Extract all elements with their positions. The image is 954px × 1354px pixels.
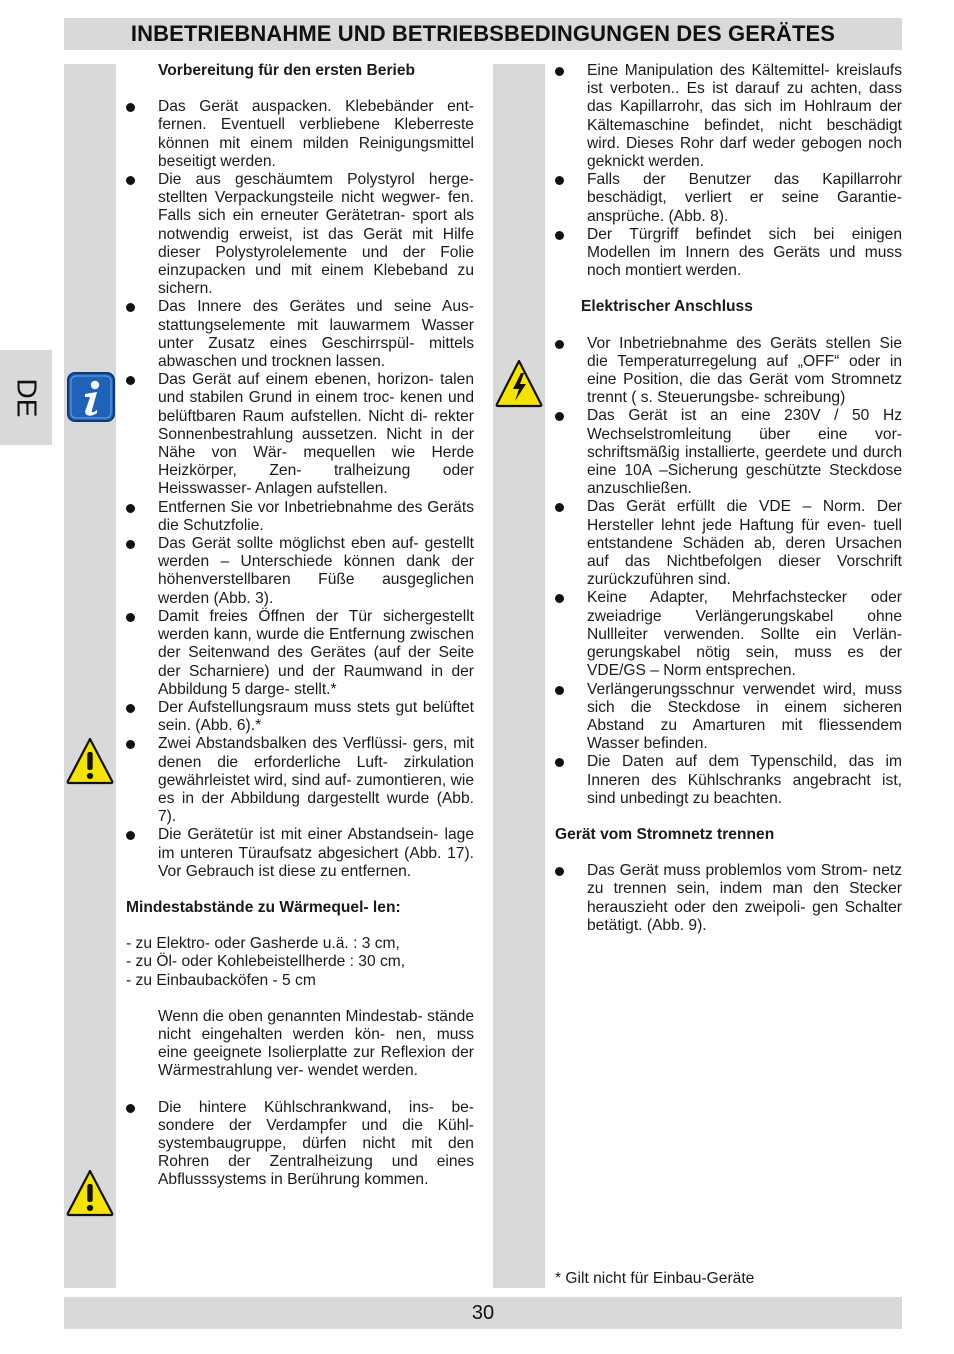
- section-title-disconnect: Gerät vom Stromnetz trennen: [555, 825, 775, 843]
- list-item: Das Gerät erfüllt die VDE – Norm. Der Hersteller lehnt jede Haftung für even- tuell entstandene Schäden ab, deren Ursachen auf das Nichtbefolgen dieser Vorschrift zurückzuführen sind.: [555, 498, 902, 589]
- language-tab: [0, 350, 52, 445]
- list-item: Das Gerät auf einem ebenen, horizon- talen und stabilen Grund in einem troc- kenen und belüftbaren Raum aufstellen. Nicht di- rekter Sonnenbestrahlung aussetzen. Nicht in der Nähe von Wär- mequellen wie Herde Heizkörper, Zen- tralheizung oder Heisswasser- Anlagen aufstellen.: [126, 371, 474, 498]
- list-item: Das Gerät muss problemlos vom Strom- netz zu trennen sein, indem man den Stecker herauszieht oder den zweipoli- gen Schalter betätigt. (Abb. 9).: [555, 862, 902, 935]
- rear-wall-list: [126, 1099, 474, 1190]
- footnote: * Gilt nicht für Einbau-Geräte: [555, 1270, 755, 1287]
- list-item: Die Gerätetür ist mit einer Abstandsein- lage im unteren Türaufsatz abgesichert (Abb. 17). Vor Gebrauch ist diese zu entfernen.: [126, 826, 474, 881]
- list-item: Die aus geschäumtem Polystyrol herge- stellten Verpackungsteile nicht wegwer- fen. Falls sich ein erneuter Gerätetran- sport als notwendig erweist, ist das Gerät mit Hilfe dieser Polystyrolelemente und der Folie einzupacken und mit einem Klebeband zu sichern.: [126, 171, 474, 298]
- page-number: 30: [471, 1301, 495, 1324]
- list-item: Falls der Benutzer das Kapillarrohr beschädigt, verliert er seine Garantie- ansprüche. (Abb. 8).: [555, 171, 902, 226]
- right-column: [555, 62, 902, 935]
- section-title-distances: Mindestabstände zu Wärmequel- len:: [126, 898, 401, 916]
- list-item: Der Aufstellungsraum muss stets gut belüftet sein. (Abb. 6).*: [126, 699, 474, 735]
- list-item: Damit freies Öffnen der Tür sichergestellt werden kann, wurde die Entfernung zwischen der Seitenwand des Gerätes (auf der Seite der Scharniere) und der Raumwand in der Abbildung 5 darge- stellt.*: [126, 608, 474, 699]
- list-item: Eine Manipulation des Kältemittel- kreislaufs ist verboten.. Es ist darauf zu achten, dass das Kapillarrohr, das sich im Hohlraum der Kältemaschine befindet, nicht beschädigt wird. Dieses Rohr darf weder gebogen noch geknickt werden.: [555, 62, 902, 171]
- list-item: Vor Inbetriebnahme des Geräts stellen Sie die Temperaturregelung auf „OFF“ oder in eine Position, die das Gerät vom Stromnetz trennt ( s. Steuerungsbe- schreibung): [555, 335, 902, 408]
- info-icon: [66, 371, 116, 428]
- section-title-preparation: Vorbereitung für den ersten Berieb: [158, 62, 416, 79]
- electric-hazard-icon: [494, 358, 544, 415]
- left-gutter: [64, 64, 116, 1288]
- distance-list: [126, 935, 474, 990]
- list-item: Zwei Abstandsbalken des Verflüssi- gers, mit denen die erforderliche Luft- zirkulation gewährleistet wird, sind auf- zumontieren, wie es in der Abbildung dargestellt wurde (Abb. 7).: [126, 735, 474, 826]
- list-item: Die Daten auf dem Typenschild, das im Inneren des Kühlschranks angebracht ist, sind unbedingt zu beachten.: [555, 753, 902, 808]
- list-item: Der Türgriff befindet sich bei einigen Modellen im Innern des Geräts und muss noch montiert werden.: [555, 226, 902, 281]
- left-column: [126, 62, 474, 1190]
- list-item: Das Gerät ist an eine 230V / 50 Hz Wechselstromleitung über eine vor- schriftsmäßig installierte, geerdete und durch eine 10A –Sicherung geschützte Steckdose anzuschließen.: [555, 407, 902, 498]
- preparation-list: [126, 98, 474, 881]
- page-footer: [64, 1297, 902, 1329]
- page-title: INBETRIEBNAHME UND BETRIEBSBEDINGUNGEN DES GERÄTES: [130, 21, 836, 46]
- refrigerant-list: [555, 62, 902, 280]
- warning-icon: [65, 736, 115, 791]
- list-item: Keine Adapter, Mehrfachstecker oder zweiadrige Verlängerungskabel ohne Nullleiter verwenden. Sollte ein Verlän- gerungskabel nötig sein, muss es der VDE/GS – Norm entsprechen.: [555, 589, 902, 680]
- list-item: Das Innere des Gerätes und seine Aus- stattungselemente mit lauwarmem Wasser unter Zusatz eines Geschirrspül- mittels abwaschen und trocknen lassen.: [126, 298, 474, 371]
- right-gutter: [493, 64, 545, 1288]
- list-item: Das Gerät sollte möglichst eben auf- gestellt werden – Unterschiede können dank der höhenverstellbaren Füße ausgeglichen werden (Abb. 3).: [126, 535, 474, 608]
- list-item: Die hintere Kühlschrankwand, ins- be- sondere der Verdampfer und die Kühl- systembaugruppe, dürfen nicht mit den Rohren der Zentralheizung und eines Abflusssystems in Berührung kommen.: [126, 1099, 474, 1190]
- disconnect-list: [555, 862, 902, 935]
- page-header: [64, 18, 902, 50]
- electric-list: [555, 335, 902, 808]
- distance-item: - zu Elektro- oder Gasherde u.ä. : 3 cm,: [126, 935, 400, 953]
- language-tab-label: DE: [11, 378, 42, 417]
- list-item: Entfernen Sie vor Inbetriebnahme des Geräts die Schutzfolie.: [126, 499, 474, 535]
- list-item: Das Gerät auspacken. Klebebänder ent- fernen. Eventuell verbliebene Kleberreste können mit einem milden Reinigungsmittel beseitigt werden.: [126, 98, 474, 171]
- section-title-electric: Elektrischer Anschluss: [581, 298, 753, 316]
- distance-item: - zu Einbaubacköfen - 5 cm: [126, 971, 316, 989]
- warning-icon: [65, 1168, 115, 1223]
- list-item: Verlängerungsschnur verwendet wird, muss sich die Steckdose in einem sicheren Abstand zu Amarturen mit fliessendem Wasser befinden.: [555, 681, 902, 754]
- insulation-paragraph: Wenn die oben genannten Mindestab- stände nicht eingehalten werden kön- nen, muss eine geeignete Isolierplatte zur Reflexion der Wärmestrahlung ver- wendet werden.: [158, 1007, 474, 1080]
- distance-item: - zu Öl- oder Kohlebeistellherde : 30 cm,: [126, 953, 406, 971]
